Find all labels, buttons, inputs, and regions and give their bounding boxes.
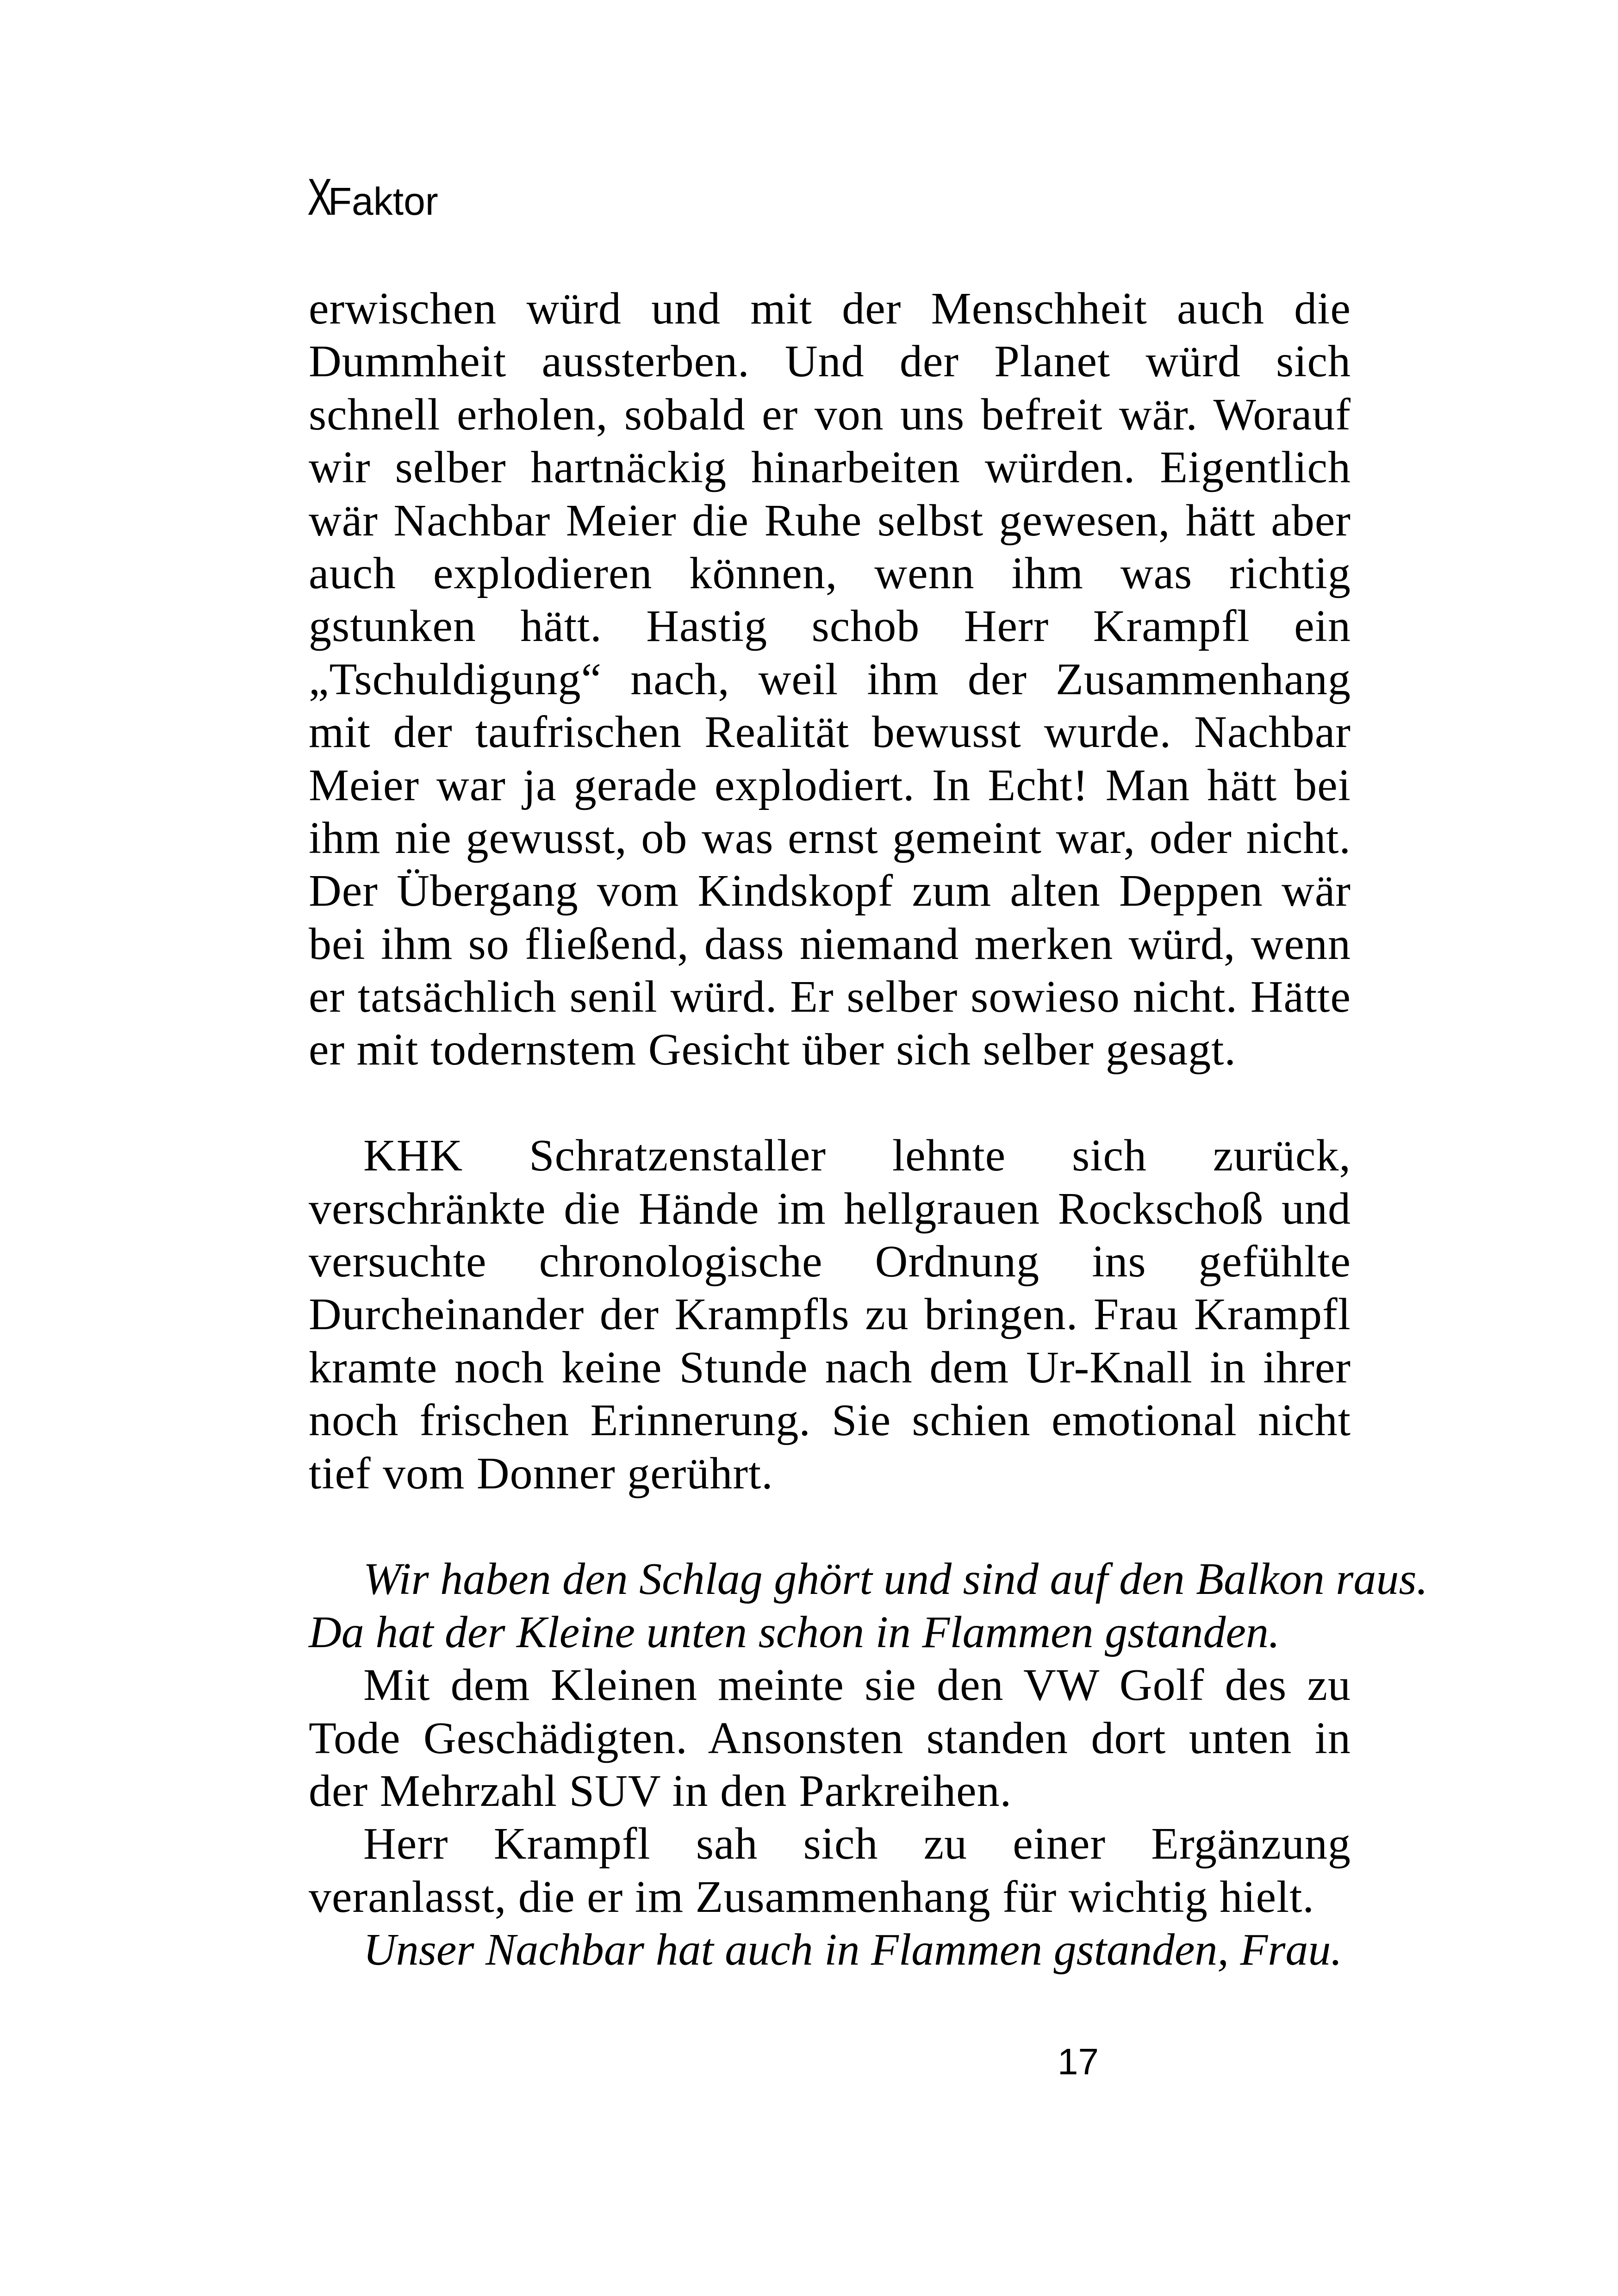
text-line: Dummheit aussterben. Und der Planet würd sich: [309, 336, 1351, 387]
text-line: der Mehrzahl SUV in den Parkreihen.: [309, 1766, 1012, 1816]
text-line: Meier war ja gerade explodiert. In Echt! Man hätt bei: [309, 760, 1351, 810]
text-line: erwischen würd und mit der Menschheit auch die: [309, 284, 1351, 334]
dialogue-paragraph: [309, 1923, 1351, 1976]
text-line: veranlasst, die er im Zusammenhang für wichtig hielt.: [309, 1872, 1315, 1922]
text-line: Herr Krampfl sah sich zu einer Ergänzung: [363, 1819, 1351, 1869]
text-line: Der Übergang vom Kindskopf zum alten Deppen wär: [309, 866, 1351, 916]
text-line: bei ihm so fließend, dass niemand merken würd, wenn: [309, 919, 1351, 969]
text-line: „Tschuldigung“ nach, weil ihm der Zusammenhang: [309, 654, 1351, 704]
text-line: wär Nachbar Meier die Ruhe selbst gewesen, hätt aber: [309, 495, 1351, 546]
text-line: tief vom Donner gerührt.: [309, 1448, 773, 1499]
dialogue-paragraph: [309, 1553, 1428, 1659]
text-line: noch frischen Erinnerung. Sie schien emotional nicht: [309, 1395, 1351, 1446]
text-line: schnell erholen, sobald er von uns befreit wär. Worauf: [309, 389, 1351, 440]
text-line: verschränkte die Hände im hellgrauen Rockschoß und: [309, 1183, 1351, 1234]
text-line: Da hat der Kleine unten schon in Flammen gstanden.: [309, 1607, 1280, 1657]
text-line: Tode Geschädigten. Ansonsten standen dort unten in: [309, 1713, 1351, 1763]
paragraph: [309, 1129, 1351, 1500]
text-line: ihm nie gewusst, ob was ernst gemeint war, oder nicht.: [309, 813, 1351, 863]
paragraph: [309, 282, 1351, 1076]
text-line: gstunken hätt. Hastig schob Herr Krampfl ein: [309, 601, 1351, 652]
text-line: wir selber hartnäckig hinarbeiten würden. Eigentlich: [309, 442, 1351, 493]
paragraph-gap: [309, 1076, 1351, 1129]
body-text: [309, 282, 1428, 1977]
text-line: Durcheinander der Krampfls zu bringen. Frau Krampfl: [309, 1289, 1351, 1340]
paragraph: [309, 1659, 1351, 1817]
text-line: kramte noch keine Stunde nach dem Ur-Knall in ihrer: [309, 1342, 1351, 1393]
text-line: KHK Schratzenstaller lehnte sich zurück,: [363, 1131, 1351, 1181]
text-line: er mit todernstem Gesicht über sich selber gesagt.: [309, 1025, 1236, 1075]
header-logo-x: X: [307, 168, 332, 226]
running-header: [307, 168, 438, 226]
text-line: er tatsächlich senil würd. Er selber sowieso nicht. Hätte: [309, 972, 1351, 1022]
paragraph: [309, 1817, 1351, 1923]
text-line: versuchte chronologische Ordnung ins gefühlte: [309, 1237, 1351, 1287]
text-line: Mit dem Kleinen meinte sie den VW Golf des zu: [363, 1660, 1351, 1711]
paragraph-gap: [309, 1500, 1351, 1553]
text-line: mit der taufrischen Realität bewusst wurde. Nachbar: [309, 707, 1351, 758]
text-line: auch explodieren können, wenn ihm was richtig: [309, 548, 1351, 598]
text-line: Wir haben den Schlag ghört und sind auf den Balkon raus.: [363, 1554, 1428, 1605]
text-line: Unser Nachbar hat auch in Flammen gstanden, Frau.: [363, 1925, 1342, 1975]
page-number: 17: [1058, 2041, 1099, 2082]
header-title: Faktor: [328, 180, 438, 223]
